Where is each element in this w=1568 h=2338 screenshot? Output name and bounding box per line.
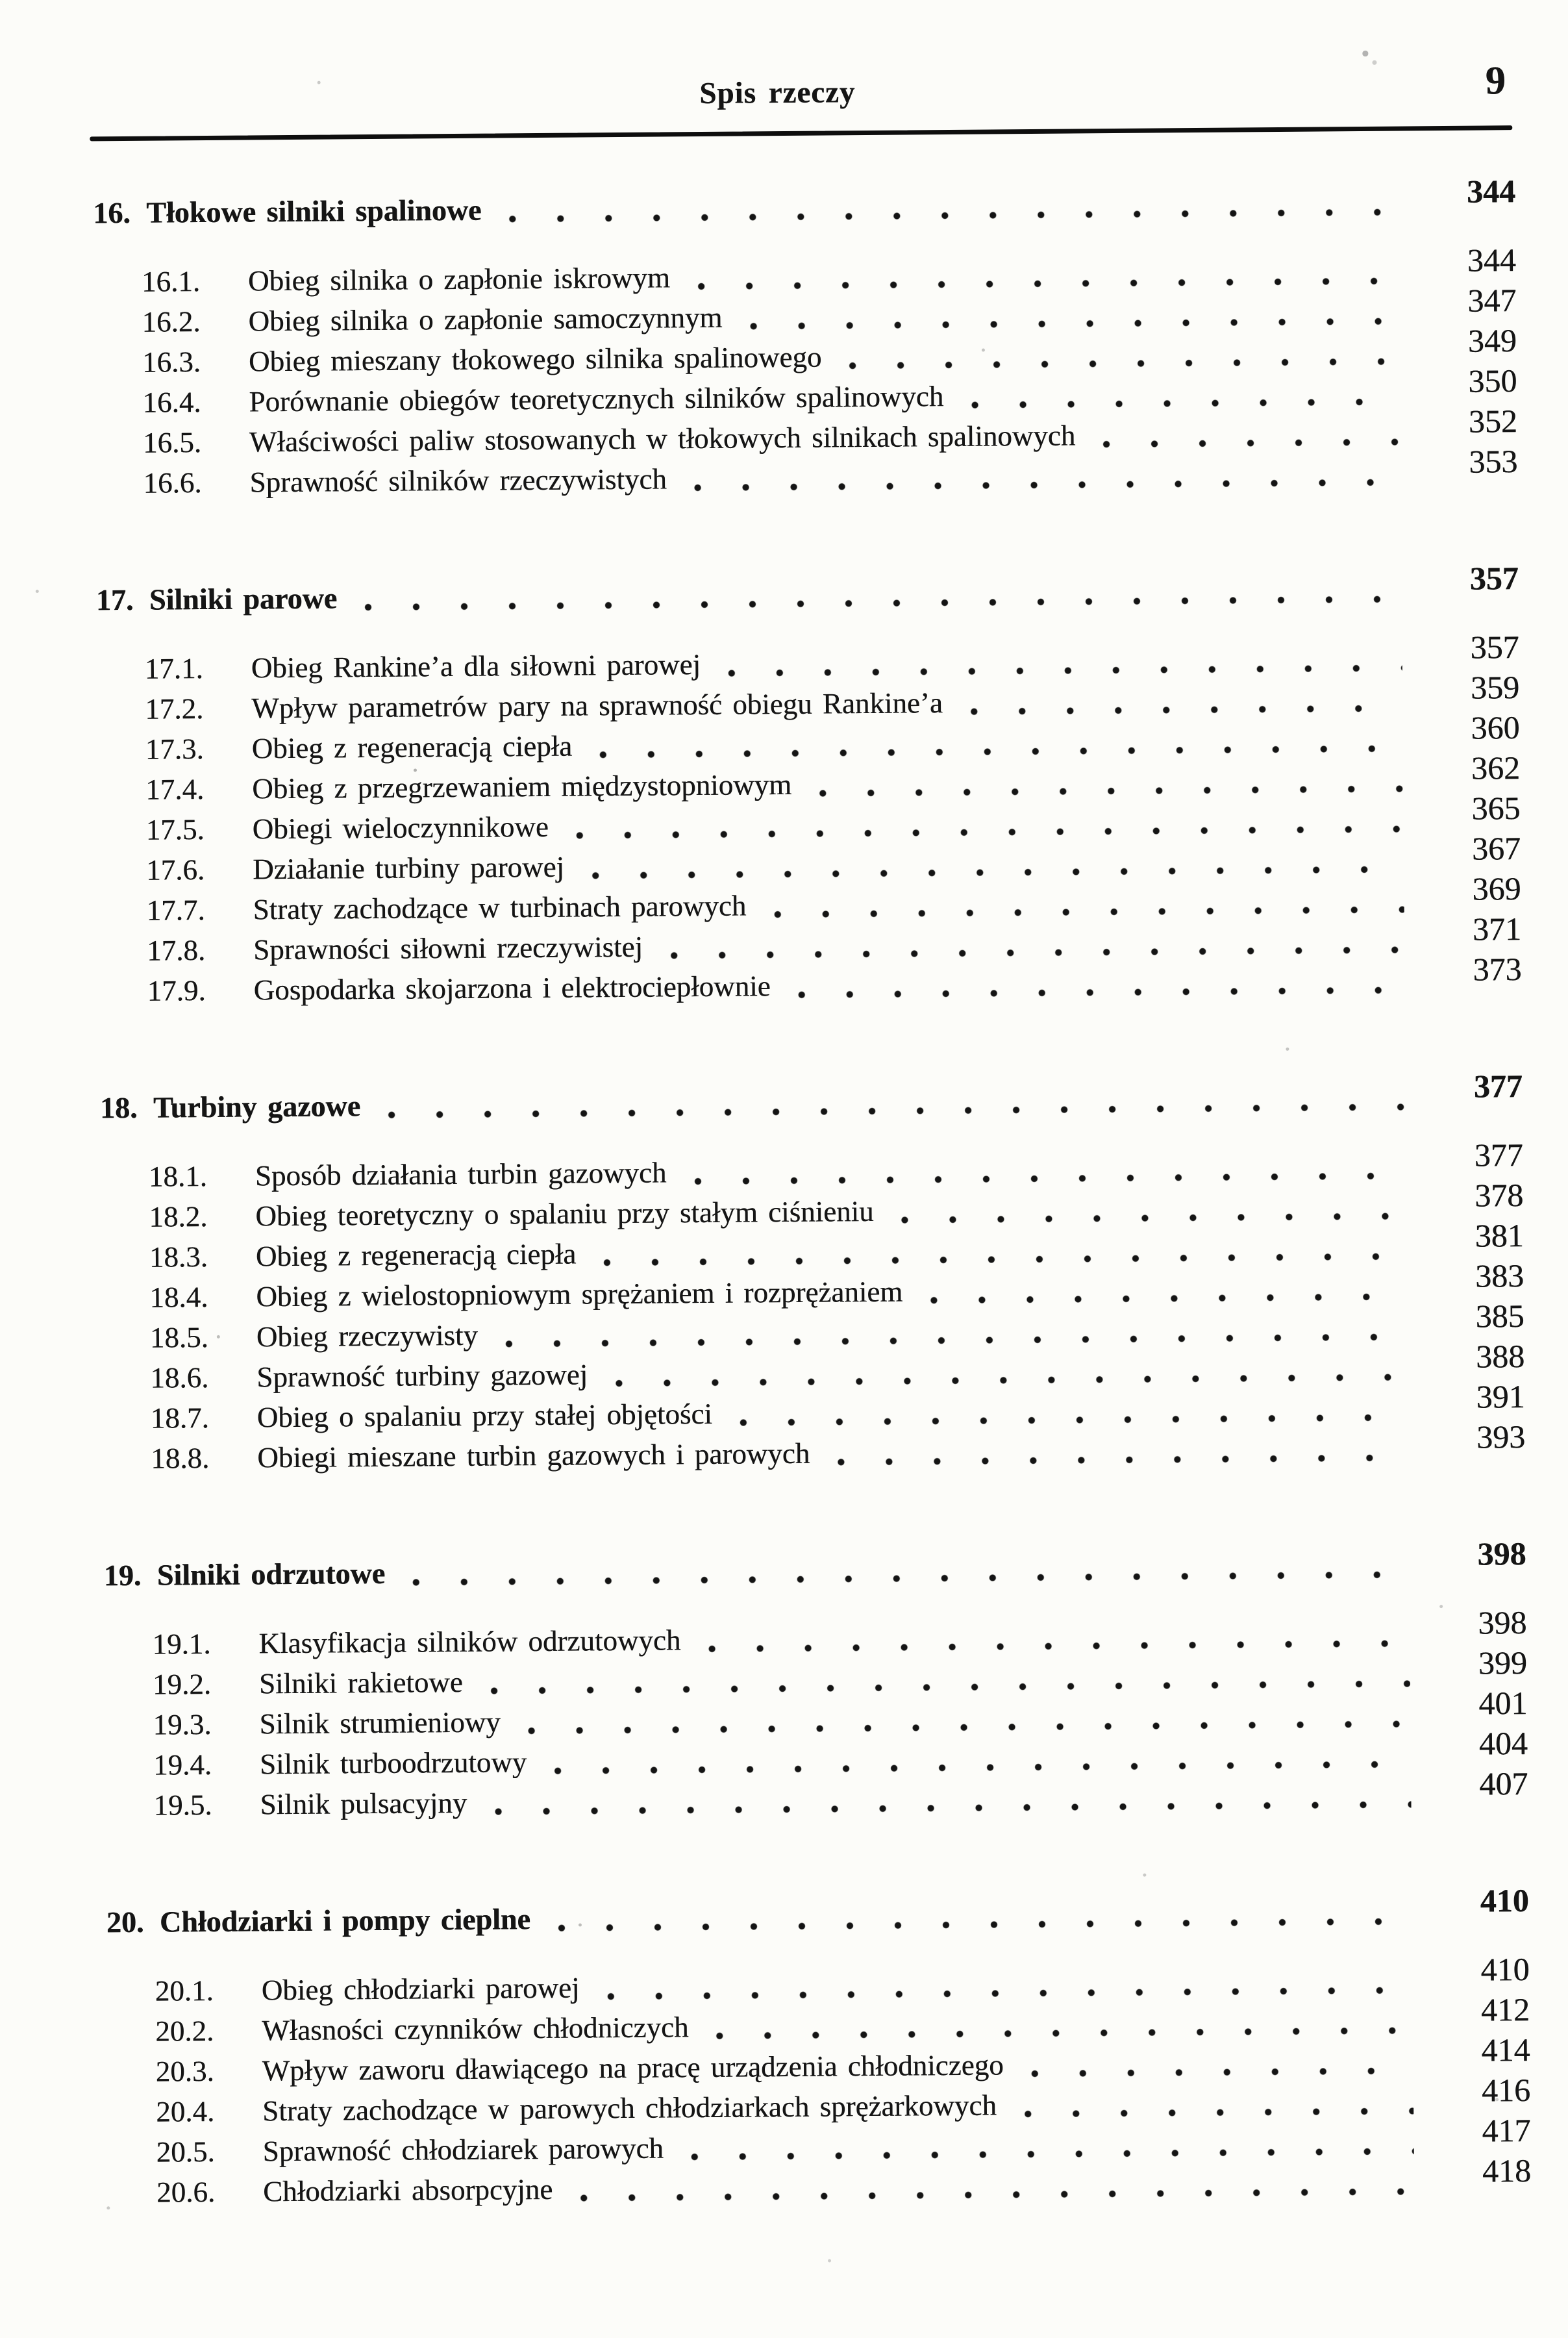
entry-title: Obieg z regeneracją ciepła	[251, 729, 573, 765]
dot-leader	[670, 944, 1404, 961]
dot-leader	[697, 276, 1399, 292]
entry-title: Klasyfikacja silników odrzutowych	[258, 1624, 681, 1660]
dot-leader	[849, 357, 1400, 371]
toc-chapter	[106, 1882, 1532, 2212]
entry-title: Sposób działania turbin gazowych	[255, 1156, 667, 1192]
entry-page-number: 385	[1475, 1298, 1524, 1335]
entry-number: 17.	[95, 583, 134, 617]
entry-title: Obieg z przegrzewaniem międzystopniowym	[252, 768, 792, 805]
toc-chapter-heading	[95, 560, 1519, 620]
entry-title: Wpływ parametrów pary na sprawność obiegu Rankine’a	[251, 686, 943, 725]
entry-page-number: 359	[1470, 669, 1520, 706]
toc-chapter	[103, 1535, 1528, 1825]
entry-title: Obiegi mieszane turbin gazowych i parowych	[257, 1437, 810, 1474]
entry-title: Sprawność chłodziarek parowych	[262, 2131, 664, 2168]
entry-number: 18.3.	[149, 1240, 208, 1274]
entry-number: 17.6.	[145, 853, 205, 886]
entry-number: 18.	[99, 1090, 138, 1125]
dot-leader	[591, 864, 1404, 881]
dot-leader	[837, 1452, 1408, 1467]
entry-number: 20.4.	[156, 2094, 215, 2128]
entry-page-number: 365	[1471, 790, 1521, 827]
dot-leader	[694, 477, 1401, 494]
entry-number: 19.3.	[153, 1707, 212, 1741]
toc-chapter-row	[106, 1882, 1529, 1942]
entry-page-number: 388	[1475, 1338, 1525, 1375]
entry-number: 19.2.	[152, 1667, 212, 1701]
dot-leader	[558, 1916, 1412, 1933]
entry-title: Obieg silnika o zapłonie samoczynnym	[248, 301, 723, 338]
entry-number: 18.5.	[149, 1320, 209, 1354]
entry-number: 19.5.	[153, 1788, 212, 1822]
entry-number: 17.7.	[146, 894, 205, 927]
dot-leader	[528, 1718, 1411, 1736]
entry-page-number: 401	[1478, 1685, 1528, 1722]
toc-section-list	[106, 1951, 1532, 2212]
dot-leader	[694, 1170, 1406, 1187]
dot-leader	[819, 784, 1403, 799]
dot-leader	[728, 663, 1402, 679]
entry-title: Działanie turbiny parowej	[252, 850, 565, 886]
entry-page-number: 391	[1476, 1378, 1525, 1415]
entry-page-number: 404	[1478, 1725, 1528, 1762]
toc-chapter-heading	[99, 1068, 1523, 1127]
dot-leader	[603, 1251, 1407, 1268]
dot-leader	[580, 2186, 1414, 2203]
dot-leader	[576, 824, 1404, 841]
entry-number: 20.2.	[155, 2014, 214, 2048]
entry-page-number: 381	[1475, 1217, 1524, 1254]
entry-number: 18.4.	[149, 1280, 208, 1314]
dot-leader	[749, 316, 1399, 332]
dot-leader	[1102, 437, 1400, 450]
entry-page-number: 344	[1467, 242, 1517, 279]
dot-leader	[740, 1412, 1408, 1427]
dot-leader	[607, 1985, 1413, 2002]
entry-page-number: 367	[1471, 830, 1521, 867]
dot-leader	[494, 1799, 1411, 1816]
dot-leader	[773, 904, 1404, 920]
entry-page-number: 350	[1468, 362, 1517, 399]
dot-leader	[1031, 2065, 1413, 2079]
toc-chapter-row	[95, 560, 1519, 620]
entry-page-number: 410	[1480, 1882, 1529, 1919]
entry-page-number: 377	[1474, 1137, 1523, 1174]
dot-leader	[970, 703, 1402, 717]
entry-number: 20.6.	[156, 2175, 216, 2209]
entry-number: 17.8.	[146, 934, 206, 967]
entry-title: Właściwości paliw stosowanych w tłokowych silnikach spalinowych	[249, 419, 1076, 459]
entry-page-number: 360	[1471, 709, 1520, 746]
entry-number: 20.5.	[156, 2135, 215, 2168]
entry-title: Turbiny gazowe	[153, 1089, 361, 1124]
entry-title: Straty zachodzące w turbinach parowych	[253, 889, 747, 926]
entry-title: Silnik turboodrzutowy	[259, 1746, 527, 1781]
entry-title: Tłokowe silniki spalinowe	[146, 193, 482, 229]
toc-section-list	[93, 242, 1518, 503]
entry-title: Obieg z wielostopniowym sprężaniem i rozprężaniem	[256, 1275, 903, 1313]
toc-chapter	[99, 1068, 1526, 1478]
entry-number: 18.8.	[151, 1441, 210, 1475]
dot-leader	[364, 594, 1402, 613]
entry-page-number: 352	[1468, 403, 1518, 440]
entry-number: 18.1.	[148, 1159, 208, 1193]
entry-page-number: 407	[1479, 1765, 1528, 1802]
entry-title: Chłodziarki absorpcyjne	[262, 2172, 553, 2208]
entry-title: Własności czynników chłodniczych	[262, 2011, 689, 2047]
entry-page-number: 412	[1480, 1991, 1530, 2028]
dot-leader	[691, 2146, 1414, 2162]
entry-page-number: 371	[1472, 911, 1522, 948]
dot-leader	[388, 1101, 1406, 1120]
toc-chapter-heading	[103, 1535, 1526, 1595]
entry-title: Gospodarka skojarzona i elektrociepłownie	[253, 970, 771, 1007]
dot-leader	[971, 397, 1400, 410]
page-number: 9	[1485, 58, 1506, 103]
entry-page-number: 357	[1470, 629, 1519, 666]
entry-number: 16.2.	[142, 305, 201, 338]
entry-title: Silniki odrzutowe	[156, 1556, 386, 1592]
entry-number: 19.1.	[152, 1627, 211, 1661]
toc-chapter-heading	[106, 1882, 1529, 1942]
entry-page-number: 377	[1473, 1068, 1523, 1105]
entry-number: 17.9.	[147, 974, 206, 1007]
entry-number: 17.4.	[145, 773, 205, 806]
entry-number: 17.1.	[144, 652, 203, 685]
entry-number: 16.5.	[142, 426, 202, 459]
entry-page-number: 417	[1482, 2112, 1531, 2149]
entry-title: Sprawności siłowni rzeczywistej	[253, 930, 643, 966]
entry-page-number: 416	[1481, 2072, 1531, 2109]
dot-leader	[798, 985, 1405, 999]
entry-number: 19.4.	[153, 1748, 212, 1781]
dot-leader	[716, 2025, 1413, 2041]
entry-number: 17.5.	[145, 813, 205, 846]
entry-title: Silnik pulsacyjny	[260, 1786, 467, 1821]
toc-chapter-row	[103, 1535, 1526, 1595]
entry-title: Silniki rakietowe	[258, 1665, 463, 1700]
entry-number: 16.6.	[143, 466, 202, 499]
dot-leader	[554, 1759, 1411, 1776]
entry-title: Obieg o spalaniu przy stałej objętości	[256, 1397, 713, 1434]
entry-page-number: 369	[1472, 870, 1521, 907]
entry-number: 18.7.	[150, 1401, 210, 1435]
entry-title: Silniki parowe	[149, 581, 338, 616]
entry-page-number: 353	[1469, 443, 1518, 480]
toc-chapter-row	[99, 1068, 1523, 1127]
entry-title: Silnik strumieniowy	[259, 1705, 501, 1741]
dot-leader	[708, 1638, 1410, 1653]
entry-number: 16.3.	[142, 346, 201, 379]
entry-page-number: 349	[1467, 322, 1517, 359]
entry-number: 18.2.	[149, 1200, 208, 1233]
entry-page-number: 373	[1473, 951, 1522, 988]
toc-chapter	[95, 560, 1522, 1011]
entry-page-number: 362	[1471, 749, 1521, 786]
entry-page-number: 398	[1477, 1535, 1526, 1572]
dot-leader	[599, 744, 1403, 760]
entry-title: Obieg Rankine’a dla siłowni parowej	[251, 647, 701, 685]
entry-page-number: 378	[1474, 1177, 1524, 1214]
entry-page-number: 410	[1480, 1951, 1530, 1988]
entry-page-number: 357	[1469, 560, 1519, 597]
toc-section-list	[96, 629, 1522, 1011]
toc-section-list	[101, 1137, 1526, 1478]
toc-chapter-row	[93, 173, 1516, 233]
entry-title: Sprawność turbiny gazowej	[256, 1358, 588, 1394]
toc-section-list	[104, 1604, 1528, 1825]
page-header	[0, 0, 1562, 146]
toc-chapter-heading	[93, 173, 1516, 233]
entry-title: Obieg mieszany tłokowego silnika spalinowego	[248, 340, 822, 378]
entry-title: Obieg silnika o zapłonie iskrowym	[247, 261, 671, 297]
dot-leader	[1024, 2105, 1413, 2119]
dot-leader	[505, 1331, 1408, 1349]
dot-leader	[930, 1291, 1407, 1305]
entry-page-number: 398	[1478, 1604, 1527, 1641]
entry-page-number: 414	[1481, 2031, 1530, 2068]
dot-leader	[508, 207, 1399, 225]
entry-page-number: 399	[1478, 1644, 1528, 1681]
entry-title: Straty zachodzące w parowych chłodziarkach sprężarkowych	[262, 2089, 997, 2128]
entry-number: 16.4.	[142, 386, 201, 419]
entry-title: Obieg z regeneracją ciepła	[255, 1237, 577, 1273]
entry-title: Obiegi wieloczynnikowe	[252, 810, 549, 846]
header-divider	[90, 125, 1512, 141]
entry-title: Porównanie obiegów teoretycznych silników spalinowych	[249, 380, 944, 418]
page-title: Spis rzeczy	[699, 75, 856, 110]
entry-title: Sprawność silników rzeczywistych	[249, 462, 667, 499]
entry-number: 19.	[103, 1558, 142, 1592]
entry-page-number: 344	[1466, 173, 1516, 210]
entry-title: Chłodziarki i pompy cieplne	[159, 1902, 530, 1939]
entry-page-number: 347	[1467, 282, 1517, 319]
entry-title: Obieg teoretyczny o spalaniu przy stałym ciśnieniu	[255, 1194, 874, 1233]
toc-chapter	[93, 173, 1518, 503]
entry-number: 18.6.	[150, 1361, 209, 1394]
table-of-contents	[93, 146, 1532, 2212]
entry-number: 20.3.	[155, 2054, 214, 2088]
entry-page-number: 393	[1476, 1418, 1526, 1455]
dot-leader	[901, 1211, 1407, 1225]
entry-number: 20.	[106, 1905, 144, 1939]
entry-title: Wpływ zaworu dławiącego na pracę urządzenia chłodniczego	[262, 2048, 1004, 2087]
entry-title: Obieg chłodziarki parowej	[261, 1971, 580, 2007]
dot-leader	[490, 1678, 1410, 1696]
entry-page-number: 383	[1475, 1257, 1524, 1294]
entry-title: Obieg rzeczywisty	[256, 1318, 479, 1353]
entry-number: 20.1.	[155, 1974, 214, 2007]
entry-number: 17.3.	[145, 733, 204, 766]
entry-number: 16.	[93, 195, 131, 230]
entry-number: 16.1.	[141, 265, 201, 298]
entry-page-number: 418	[1482, 2152, 1532, 2189]
dot-leader	[615, 1372, 1408, 1389]
dot-leader	[412, 1569, 1410, 1587]
entry-number: 17.2.	[145, 692, 204, 725]
